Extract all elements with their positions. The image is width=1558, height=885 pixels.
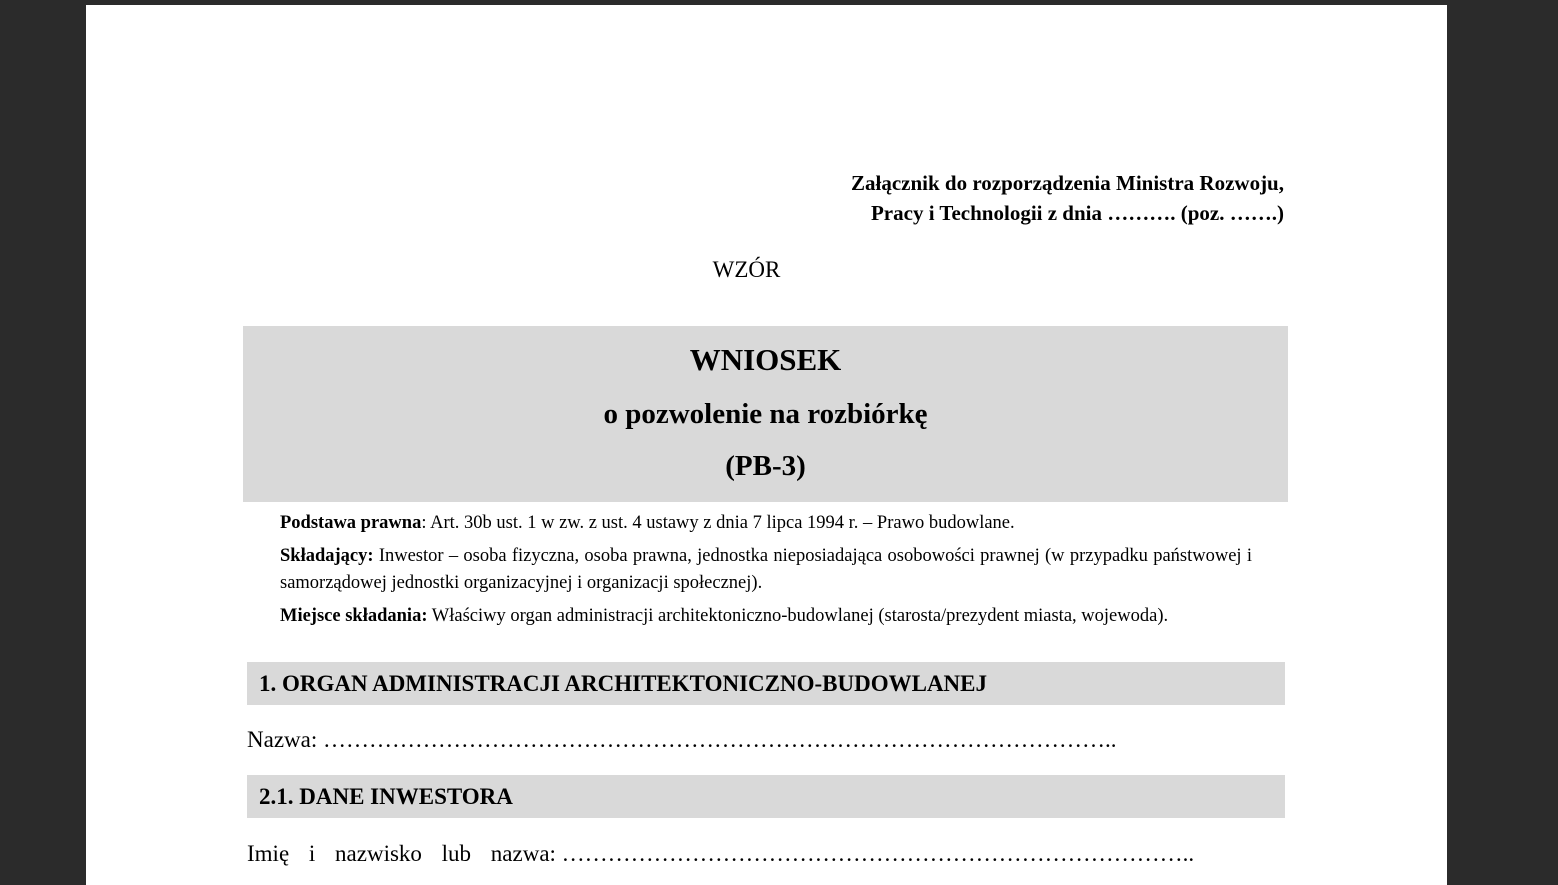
form-code: (PB-3)	[725, 450, 806, 482]
investor-name-field[interactable]	[247, 841, 1287, 867]
form-title: WNIOSEK	[689, 342, 842, 377]
annex-line-1: Załącznik do rozporządzenia Ministra Rozwoju,	[850, 171, 1284, 195]
name-field-label: Nazwa:	[247, 727, 318, 752]
name-field-dots[interactable]: …………………………………………………………………………………………..	[317, 727, 1117, 752]
submitter-text: Inwestor – osoba fizyczna, osoba prawna, jednostka nieposiadająca osobowości prawnej (w przypadku państwowej i samorządowej jednostki organizacyjnej i organizacji społecznej).	[280, 546, 1252, 593]
submission-place	[280, 603, 1252, 630]
annex-header	[851, 168, 1284, 228]
document-page	[86, 5, 1447, 885]
legal-basis-label: Podstawa prawna	[280, 513, 422, 533]
submitter-label: Składający:	[280, 546, 374, 566]
investor-name-label: Imię i nazwisko lub nazwa:	[247, 841, 556, 866]
name-field[interactable]	[247, 727, 1287, 753]
section-1-header: 1. ORGAN ADMINISTRACJI ARCHITEKTONICZNO-BUDOWLANEJ	[247, 662, 1285, 705]
submitter	[280, 543, 1252, 597]
section-2-1-header: 2.1. DANE INWESTORA	[247, 775, 1285, 818]
investor-name-dots[interactable]: ………………………………………………………………………..	[555, 841, 1195, 866]
legal-basis	[280, 510, 1252, 537]
title-box	[243, 326, 1288, 502]
legal-basis-text: : Art. 30b ust. 1 w zw. z ust. 4 ustawy z dnia 7 lipca 1994 r. – Prawo budowlane.	[421, 513, 1015, 533]
template-label: WZÓR	[712, 257, 781, 282]
submission-place-label: Miejsce składania:	[280, 606, 428, 626]
submission-place-text: Właściwy organ administracji architektoniczno-budowlanej (starosta/prezydent miasta, wojewoda).	[427, 606, 1169, 626]
annex-line-2: Pracy i Technologii z dnia ………. (poz. …….)	[870, 201, 1284, 225]
form-subtitle: o pozwolenie na rozbiórkę	[603, 398, 928, 430]
